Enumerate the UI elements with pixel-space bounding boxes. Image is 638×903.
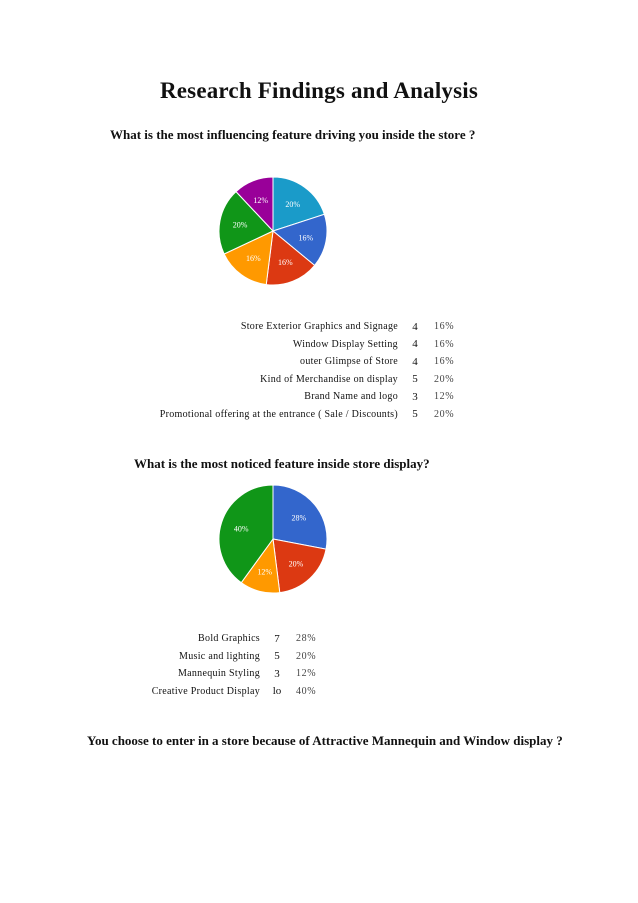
table-row bbox=[160, 318, 454, 336]
table-row bbox=[160, 388, 454, 406]
row-percent: 20% bbox=[434, 373, 455, 385]
page-title: Research Findings and Analysis bbox=[159, 78, 479, 103]
table-row bbox=[160, 336, 454, 354]
pie-slice-label: 16% bbox=[298, 233, 314, 243]
table-row bbox=[160, 406, 454, 424]
pie-slice-label: 28% bbox=[291, 513, 307, 523]
row-percent: 28% bbox=[296, 633, 317, 645]
table-row bbox=[160, 353, 454, 371]
pie-slice-label: 20% bbox=[232, 220, 248, 230]
row-percent: 16% bbox=[434, 321, 455, 333]
pie-slice-label: 12% bbox=[257, 567, 273, 577]
pie-slice-label: 20% bbox=[285, 199, 301, 209]
row-count: 4 bbox=[412, 320, 418, 333]
row-label: Window Display Setting bbox=[292, 338, 398, 350]
row-label: Bold Graphics bbox=[198, 633, 260, 645]
pie-chart-1 bbox=[218, 176, 328, 286]
row-label: Promotional offering at the entrance ( Sale / Discounts) bbox=[159, 408, 398, 420]
row-count: lo bbox=[272, 685, 282, 698]
row-percent: 16% bbox=[434, 338, 455, 350]
row-percent: 16% bbox=[434, 356, 455, 368]
table-row bbox=[160, 371, 454, 389]
pie-slice-label: 40% bbox=[233, 524, 249, 534]
pie-slice-label: 16% bbox=[277, 258, 293, 268]
row-percent: 12% bbox=[434, 391, 455, 403]
row-count: 4 bbox=[412, 338, 418, 351]
row-count: 4 bbox=[412, 355, 418, 368]
pie-slice-label: 12% bbox=[253, 195, 269, 205]
row-label: Store Exterior Graphics and Signage bbox=[240, 321, 398, 333]
row-count: 5 bbox=[274, 650, 280, 663]
row-count: 3 bbox=[412, 390, 418, 403]
row-percent: 40% bbox=[296, 685, 317, 697]
row-count: 7 bbox=[274, 632, 280, 645]
row-label: Mannequin Styling bbox=[177, 668, 260, 680]
table-row bbox=[152, 665, 316, 683]
row-percent: 20% bbox=[434, 408, 455, 420]
table-row bbox=[152, 648, 316, 666]
row-label: Creative Product Display bbox=[151, 685, 260, 697]
question-2: What is the most noticed feature inside store display? bbox=[134, 456, 430, 471]
question-1: What is the most influencing feature driving you inside the store ? bbox=[110, 127, 476, 142]
pie-slice-label: 16% bbox=[245, 254, 261, 264]
row-label: Music and lighting bbox=[179, 650, 260, 662]
pie-chart-2 bbox=[218, 484, 328, 594]
row-percent: 12% bbox=[296, 668, 317, 680]
question-3: You choose to enter in a store because of Attractive Mannequin and Window display ? bbox=[87, 733, 563, 748]
row-label: outer Glimpse of Store bbox=[300, 356, 398, 368]
table-row bbox=[152, 630, 316, 648]
row-label: Kind of Merchandise on display bbox=[260, 373, 398, 385]
pie-slice-label: 20% bbox=[288, 559, 304, 569]
row-percent: 20% bbox=[296, 650, 317, 662]
row-count: 3 bbox=[274, 667, 280, 680]
row-count: 5 bbox=[412, 373, 418, 386]
results-table-2 bbox=[152, 630, 316, 700]
table-row bbox=[152, 683, 316, 701]
row-count: 5 bbox=[412, 408, 418, 421]
row-label: Brand Name and logo bbox=[304, 391, 398, 403]
results-table-1 bbox=[160, 318, 454, 423]
